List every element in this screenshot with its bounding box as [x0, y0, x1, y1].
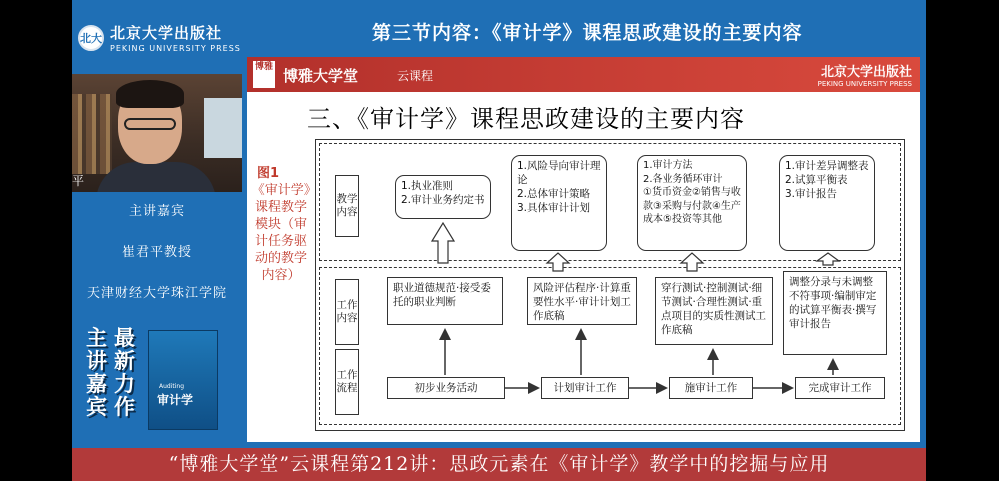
letterbox-left — [0, 0, 72, 481]
flow-step-3: 施审计工作 — [669, 377, 753, 399]
flow-step-1: 初步业务活动 — [387, 377, 505, 399]
slide-publisher-en: PEKING UNIVERSITY PRESS — [817, 80, 912, 88]
brand-mark-icon: 博雅 — [253, 61, 275, 88]
figure-label: 图1 — [257, 166, 280, 181]
section-title: 第三节内容：《审计学》课程思政建设的主要内容 — [372, 22, 803, 44]
book-title-cn: 审计学 — [157, 393, 194, 407]
book-title-en: Auditing — [159, 383, 185, 390]
bookshelf — [72, 94, 112, 174]
work-box-1: 职业道德规范·接受委托的职业判断 — [387, 277, 503, 325]
video-frame — [72, 0, 926, 481]
slide-publisher-cn: 北京大学出版社 — [820, 65, 912, 80]
work-box-3: 穿行测试·控制测试·细节测试·合理性测试·重点项目的实质性测试工作底稿 — [655, 277, 773, 345]
slide-header — [247, 57, 920, 92]
figure-caption — [251, 165, 311, 284]
diagram-arrows — [315, 139, 915, 437]
webcam-corner-text: 平 — [72, 174, 85, 188]
presentation-slide — [247, 57, 920, 442]
figure-caption-text: 《审计学》课程教学模块（审计任务驱动的教学内容） — [251, 183, 311, 283]
work-box-2: 风险评估程序·计算重要性水平·审计计划工作底稿 — [527, 277, 637, 325]
flow-step-4: 完成审计工作 — [795, 377, 885, 399]
teaching-module-diagram — [315, 139, 915, 437]
publisher-seal-icon: 北大 — [78, 25, 104, 51]
teaching-box-1: 1.执业准则 2.审计业务约定书 — [395, 175, 491, 219]
publisher-logo — [78, 22, 241, 53]
letterbox-right — [926, 0, 999, 481]
promo-col-left: 主讲嘉宾 — [86, 325, 107, 419]
row-label-work-content: 工作内容 — [335, 279, 359, 345]
row-label-work-flow: 工作流程 — [335, 349, 359, 415]
speaker-info — [72, 200, 242, 323]
publisher-name-cn: 北京大学出版社 — [110, 24, 223, 42]
window — [204, 98, 242, 158]
work-box-4: 调整分录与未调整不符事项·编制审定的试算平衡表·撰写审计报告 — [783, 271, 887, 355]
teaching-box-3: 1.审计方法 2.各业务循环审计 ①货币资金②销售与收款③采购与付款④生产成本⑤投资等其他 — [637, 155, 747, 251]
slide-title: 三、《审计学》课程思政建设的主要内容 — [307, 105, 745, 133]
teaching-box-4: 1.审计差异调整表 2.试算平衡表 3.审计报告 — [779, 155, 875, 251]
speaker-affiliation: 天津财经大学珠江学院 — [86, 286, 227, 301]
book-cover — [148, 330, 218, 430]
publisher-name-en: PEKING UNIVERSITY PRESS — [110, 44, 241, 53]
speaker-name: 崔君平教授 — [121, 245, 192, 260]
speaker-webcam — [72, 74, 242, 192]
speaker-hair — [116, 80, 184, 108]
promo-vertical-text — [86, 326, 140, 434]
speaker-role: 主讲嘉宾 — [128, 204, 185, 219]
course-banner: “博雅大学堂”云课程第212讲：思政元素在《审计学》教学中的挖掘与应用 — [72, 448, 926, 481]
brand-sub: 云课程 — [397, 69, 434, 83]
row-label-teaching: 教学内容 — [335, 175, 359, 237]
flow-step-2: 计划审计工作 — [541, 377, 629, 399]
promo-col-right: 最新力作 — [114, 325, 135, 419]
speaker-body — [96, 162, 216, 192]
teaching-box-2: 1.风险导向审计理论 2.总体审计策略 3.具体审计计划 — [511, 155, 607, 251]
slide-publisher — [818, 61, 912, 88]
speaker-glasses — [124, 118, 176, 130]
brand-name: 博雅大学堂 — [283, 67, 359, 85]
